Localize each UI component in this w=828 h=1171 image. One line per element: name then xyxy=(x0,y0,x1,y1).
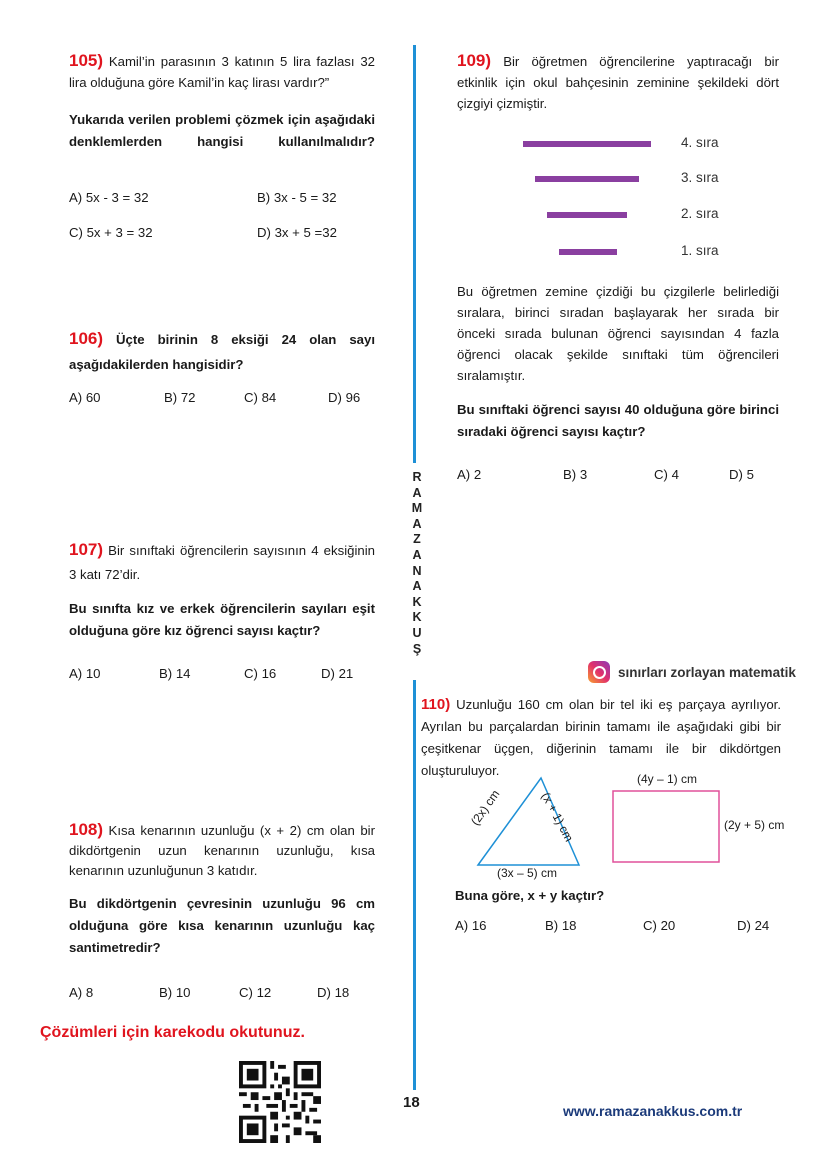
rect-top-label: (4y – 1) cm xyxy=(637,772,698,786)
option-d[interactable]: D) 96 xyxy=(328,390,361,405)
vertical-letter: A xyxy=(412,516,422,531)
question-109-body: Bu öğretmen zemine çizdiği bu çizgilerle belirlediği sıralara, birinci sıradan başlayarak her sırada bir önceki sırada bulunan öğrenci sayısından 4 fazla öğrenci olacak şekilde sınıftaki tüm öğrencileri sıralamıştır. xyxy=(457,284,779,383)
vertical-letter: M xyxy=(411,501,423,516)
option-d[interactable]: D) 5 xyxy=(729,467,754,482)
website-link[interactable]: www.ramazanakkus.com.tr xyxy=(563,1103,743,1119)
option-c[interactable]: C) 4 xyxy=(654,467,679,482)
column-divider xyxy=(413,45,416,463)
vertical-author-name xyxy=(410,470,424,657)
option-c[interactable]: C) 20 xyxy=(643,918,676,933)
option-b[interactable]: B) 14 xyxy=(159,666,191,681)
question-110-text: 110) Uzunluğu 160 cm olan bir tel iki eş parçaya ayrılıyor. Ayrılan bu parçalardan birinin tamamı ile aşağıdaki gibi bir çeşitkenar üçgen, diğerinin tamamı ile bir dikdörtgen oluşturuluyor. xyxy=(421,696,781,778)
vertical-letter: Ş xyxy=(412,641,422,656)
rectangle xyxy=(613,791,719,862)
option-d[interactable]: D) 21 xyxy=(321,666,354,681)
option-a[interactable]: A) 8 xyxy=(69,985,94,1000)
triangle-right-label: (x + 1) cm xyxy=(538,790,577,844)
triangle-bottom-label: (3x – 5) cm xyxy=(497,866,558,880)
row-label-4: 4. sıra xyxy=(681,135,719,150)
option-c[interactable]: C) 5x + 3 = 32 xyxy=(69,225,153,240)
vertical-letter: K xyxy=(412,610,422,625)
question-number: 106) xyxy=(69,329,104,348)
question-number: 108) xyxy=(69,820,104,839)
vertical-letter: A xyxy=(412,547,422,562)
vertical-letter: K xyxy=(412,594,422,609)
question-110-prompt: Buna göre, x + y kaçtır? xyxy=(455,888,605,903)
triangle-left-label: (2x) cm xyxy=(468,787,503,829)
vertical-letter: N xyxy=(412,563,422,578)
question-107-text: 107) Bir sınıftaki öğrencilerin sayısının 4 eksiğinin 3 katı 72’dir. xyxy=(69,540,375,582)
option-b[interactable]: B) 3 xyxy=(563,467,588,482)
question-109-prompt: Bu sınıftaki öğrenci sayısı 40 olduğuna göre birinci sıradaki öğrenci sayısı kaçtır? xyxy=(457,402,779,439)
row-label-2: 2. sıra xyxy=(681,206,719,221)
vertical-letter: U xyxy=(412,625,422,640)
option-b[interactable]: B) 10 xyxy=(159,985,191,1000)
option-d[interactable]: D) 3x + 5 =32 xyxy=(257,225,337,240)
option-b[interactable]: B) 18 xyxy=(545,918,577,933)
option-a[interactable]: A) 60 xyxy=(69,390,101,405)
qr-code-icon[interactable] xyxy=(238,1061,322,1143)
question-108-prompt: Bu dikdörtgenin çevresinin uzunluğu 96 cm olduğuna göre kısa kenarının uzunluğu kaç santimetredir? xyxy=(69,896,375,955)
page-number: 18 xyxy=(403,1094,420,1111)
vertical-letter: Z xyxy=(413,532,421,547)
option-b[interactable]: B) 3x - 5 = 32 xyxy=(257,190,337,205)
question-number: 105) xyxy=(69,51,104,70)
option-a[interactable]: A) 16 xyxy=(455,918,487,933)
option-d[interactable]: D) 18 xyxy=(317,985,350,1000)
vertical-letter: A xyxy=(412,485,422,500)
column-divider xyxy=(413,680,416,1090)
question-105-prompt: Yukarıda verilen problemi çözmek için aşağıdaki denklemlerden hangisi kullanılmalıdır? xyxy=(69,112,375,149)
vertical-letter: A xyxy=(412,579,422,594)
row-line-3 xyxy=(535,176,639,182)
row-line-1 xyxy=(559,249,617,255)
option-a[interactable]: A) 5x - 3 = 32 xyxy=(69,190,149,205)
option-a[interactable]: A) 2 xyxy=(457,467,482,482)
question-106-text: 106) Üçte birinin 8 eksiği 24 olan sayı aşağıdakilerden hangisidir? xyxy=(69,329,375,372)
instagram-text: sınırları zorlayan matematik xyxy=(618,664,796,680)
qr-caption: Çözümleri için karekodu okutunuz. xyxy=(40,1024,305,1041)
option-d[interactable]: D) 24 xyxy=(737,918,770,933)
instagram-icon[interactable] xyxy=(588,661,610,683)
question-109-text: 109) Bir öğretmen öğrencilerine yaptıracağı bir etkinlik için okul bahçesinin zeminine şekildeki dört çizgiyi çizmiştir. xyxy=(457,51,780,111)
question-105-text: 105) Kamil’in parasının 3 katının 5 lira fazlası 32 lira olduğuna göre Kamil’in kaç lirası vardır?” xyxy=(69,51,375,90)
option-c[interactable]: C) 16 xyxy=(244,666,277,681)
question-number: 110) xyxy=(421,696,451,713)
row-label-1: 1. sıra xyxy=(681,243,719,258)
rect-right-label: (2y + 5) cm xyxy=(724,818,785,832)
option-b[interactable]: B) 72 xyxy=(164,390,196,405)
row-label-3: 3. sıra xyxy=(681,170,719,185)
option-c[interactable]: C) 12 xyxy=(239,985,272,1000)
option-a[interactable]: A) 10 xyxy=(69,666,101,681)
instagram-banner xyxy=(588,660,796,684)
vertical-letter: R xyxy=(412,470,422,484)
row-line-4 xyxy=(523,141,651,147)
question-108-text: 108) Kısa kenarının uzunluğu (x + 2) cm olan bir dikdörtgenin uzun kenarının uzunluğu, kısa kenarının uzunluğunun 3 katıdır. xyxy=(69,820,375,878)
row-line-2 xyxy=(547,212,627,218)
question-number: 107) xyxy=(69,540,104,559)
question-107-prompt: Bu sınıfta kız ve erkek öğrencilerin sayıları eşit olduğuna göre kız öğrenci sayısı kaçtır? xyxy=(69,601,375,638)
option-c[interactable]: C) 84 xyxy=(244,390,277,405)
question-number: 109) xyxy=(457,51,492,70)
